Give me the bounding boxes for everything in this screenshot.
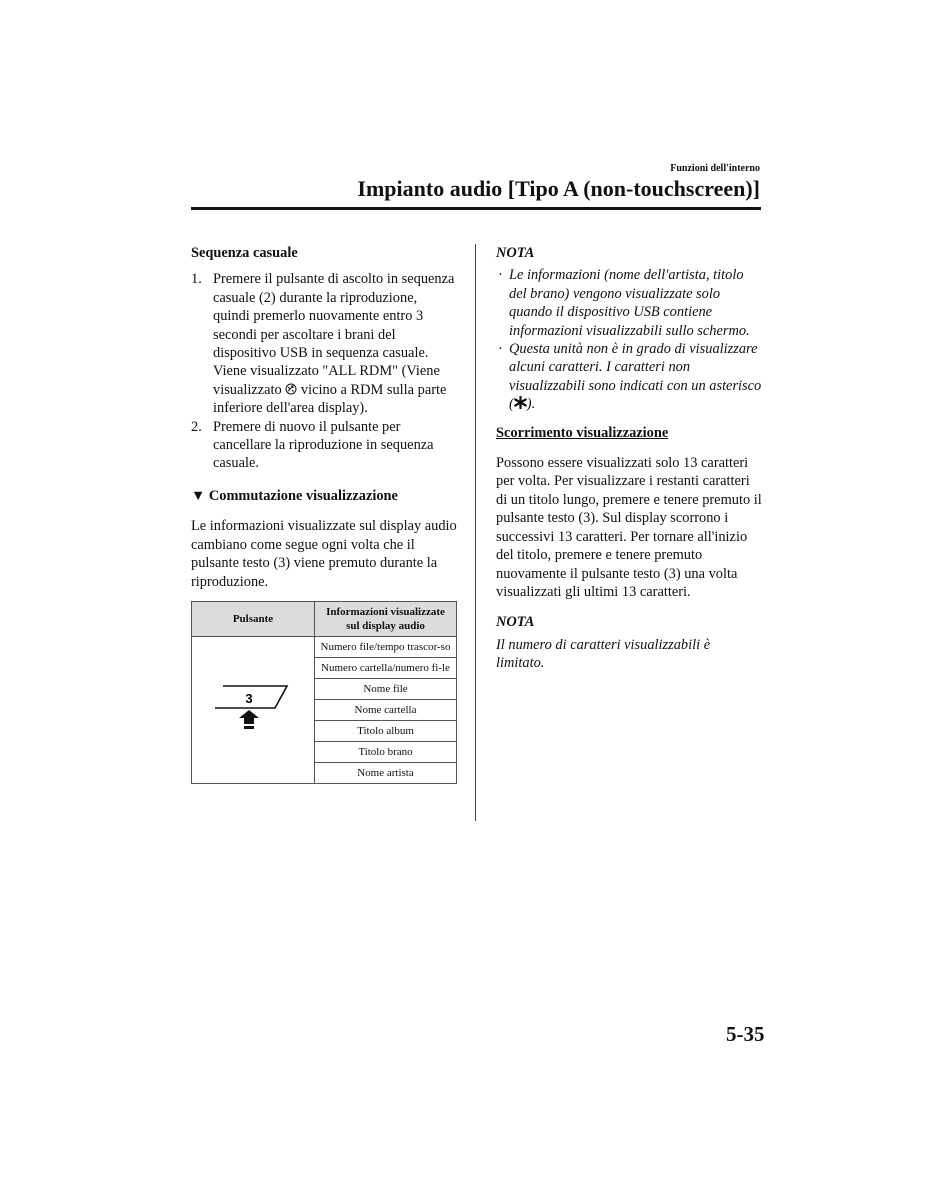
table-cell: Nome cartella: [315, 699, 457, 720]
scroll-paragraph: Possono essere visualizzati solo 13 caratteri per volta. Per visualizzare i restanti caratteri di un titolo lungo, premere e tenere premuto il pulsante testo (3). Sul display scorrono i successivi 13 caratteri. Per tornare all'inizio del titolo, premere e tenere premuto nuovamente il pulsante testo (3) una volta visualizzati gli ultimi 13 caratteri.: [496, 455, 762, 600]
table-header: Pulsante: [192, 601, 315, 636]
step-text: Premere di nuovo il pulsante per cancellare la riproduzione in sequenza casuale.: [213, 418, 434, 472]
info-table: [191, 601, 457, 784]
note-text: Il numero di caratteri visualizzabili è limitato.: [496, 636, 711, 672]
step-number: 2.: [191, 418, 202, 435]
step-item: [191, 418, 457, 473]
display-switch-paragraph: Le informazioni visualizzate sul display audio cambiano come segue ogni volta che il pulsante testo (3) viene premuto durante la riproduzione.: [191, 518, 457, 590]
display-switch-heading: [191, 487, 457, 505]
note-label: NOTA: [496, 614, 535, 631]
note-text: Questa unità non è in grado di visualizzare alcuni caratteri. I caratteri non visualizzabili sono indicati con un asterisco (: [509, 341, 762, 413]
note-item: [496, 340, 762, 414]
step-item: [191, 270, 457, 417]
table-cell: Titolo brano: [315, 741, 457, 762]
bullet-icon: ·: [498, 341, 503, 358]
note-label: NOTA: [496, 245, 535, 261]
random-steps: [191, 270, 457, 472]
table-cell: Numero cartella/numero fi-le: [315, 657, 457, 678]
button-cell: [192, 636, 315, 783]
asterisk-icon: [514, 396, 527, 409]
note-item: [496, 266, 762, 340]
text-button-icon: [213, 684, 293, 732]
shuffle-icon: [285, 383, 297, 395]
page-title: Impianto audio [Tipo A (non-touchscreen)]: [357, 176, 760, 201]
section-label: Funzioni dell'interno: [670, 163, 760, 174]
left-column: [191, 244, 457, 784]
note-text-cont: ).: [526, 396, 536, 413]
right-column: [496, 244, 762, 673]
table-cell: Numero file/tempo trascor-so: [315, 636, 457, 657]
step-text: Premere il pulsante di ascolto in sequenza casuale (2) durante la riproduzione, quindi premerlo nuovamente entro 3 secondi per ascoltare i brani del dispositivo USB in sequenza casuale. Viene visualizzato "ALL RDM" (Viene visualizzato: [213, 271, 455, 398]
random-heading: Sequenza casuale: [191, 245, 298, 261]
title-rule: [191, 207, 761, 210]
note-list: [496, 266, 762, 413]
step-number: 1.: [191, 271, 202, 288]
bullet-icon: ·: [498, 267, 503, 284]
note-text: Le informazioni (nome dell'artista, titolo del brano) vengono visualizzate solo quando il dispositivo USB contiene informazioni visualizzabili sullo schermo.: [509, 267, 750, 339]
table-cell: Nome file: [315, 678, 457, 699]
table-header: Informazioni visualizzate sul display audio: [315, 601, 457, 636]
column-divider: [475, 244, 476, 821]
display-switch-heading-text: Commutazione visualizzazione: [208, 487, 398, 504]
table-cell: Titolo album: [315, 720, 457, 741]
step-text-cont: vicino a RDM sulla parte inferiore dell'area display).: [213, 381, 447, 417]
button-label: 3: [245, 690, 253, 706]
table-cell: Nome artista: [315, 762, 457, 783]
scroll-heading: Scorrimento visualizzazione: [496, 424, 669, 441]
page-number: 5-35: [726, 1022, 765, 1046]
triangle-icon: ▼: [191, 487, 206, 504]
